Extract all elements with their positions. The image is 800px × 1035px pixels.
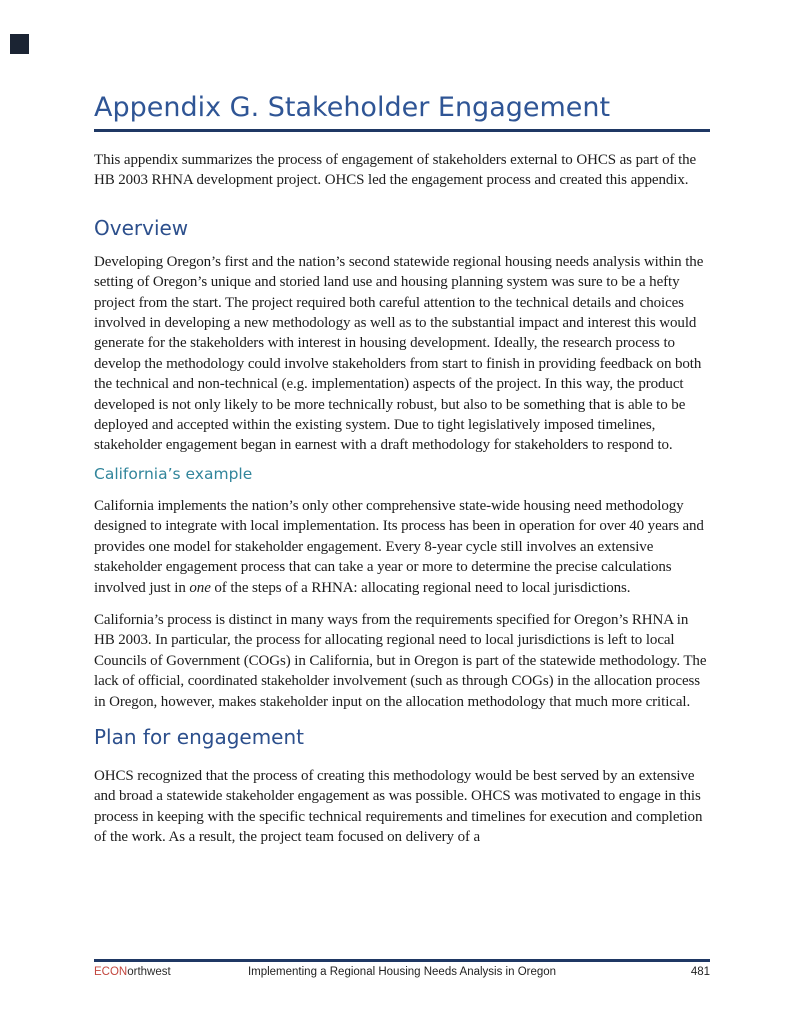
page-footer <box>94 959 710 978</box>
footer-report-title: Implementing a Regional Housing Needs Analysis in Oregon <box>247 966 557 978</box>
page-title: Appendix G. Stakeholder Engagement <box>94 90 710 132</box>
footer-brand-northwest: orthwest <box>127 966 171 978</box>
california-paragraph-1-italic: one <box>189 579 211 596</box>
california-paragraph-1-text: California implements the nation’s only other comprehensive state-wide housing need methodology designed to integrate with local implementation. Its process has been in operation for over 40 years and provides one model for stakeholder engagement. Every 8-year cycle still involves an extensive stakeholder engagement process that can take a year or more to determine the precise calculations involved just in <box>94 497 704 596</box>
footer-brand <box>94 966 244 978</box>
footer-page-number: 481 <box>690 966 710 978</box>
corner-mark <box>10 34 29 54</box>
california-paragraph-1 <box>94 496 710 598</box>
section-heading-plan: Plan for engagement <box>94 724 304 749</box>
intro-paragraph: This appendix summarizes the process of engagement of stakeholders external to OHCS as part of the HB 2003 RHNA development project. OHCS led the engagement process and created this appendix. <box>94 152 697 189</box>
page-content <box>94 0 710 848</box>
subsection-heading-california: California’s example <box>94 464 253 483</box>
california-paragraph-2: California’s process is distinct in many ways from the requirements specified for Oregon’s RHNA in HB 2003. In particular, the process for allocating regional need to local jurisdictions is left to local Councils of Government (COGs) in California, but in Oregon is part of the statewide methodology. The lack of official, coordinated stakeholder involvement (such as through COGs) in the allocation process in Oregon, however, makes stakeholder input on the allocation methodology that much more critical. <box>94 611 707 710</box>
california-paragraph-1-tail: of the steps of a RHNA: allocating regional need to local jurisdictions. <box>210 579 631 596</box>
overview-paragraph: Developing Oregon’s first and the nation’s second statewide regional housing needs analysis within the setting of Oregon’s unique and storied land use and housing planning system was sure to be a hefty project from the start. The project required both careful attention to the technical details and choices involved in developing a new methodology as well as to the substantial impact and interest this would generate for the stakeholders with interest in housing development. Ideally, the research process to develop the methodology could involve stakeholders from start to finish in providing feedback on both the technical and non-technical (e.g. implementation) aspects of the project. In this way, the product developed is not only likely to be more technically robust, but also to be something that is able to be deployed and accepted within the existing system. Due to tight legislatively imposed timelines, stakeholder engagement began in earnest with a draft methodology for stakeholders to respond to. <box>94 253 704 454</box>
footer-brand-econ: ECON <box>94 966 128 978</box>
section-heading-overview: Overview <box>94 215 189 240</box>
plan-paragraph: OHCS recognized that the process of creating this methodology would be best served by an extensive and broad a statewide stakeholder engagement as was possible. OHCS was motivated to engage in this process in keeping with the specific technical requirements and timelines for execution and completion of the work. As a result, the project team focused on delivery of a <box>94 767 703 846</box>
